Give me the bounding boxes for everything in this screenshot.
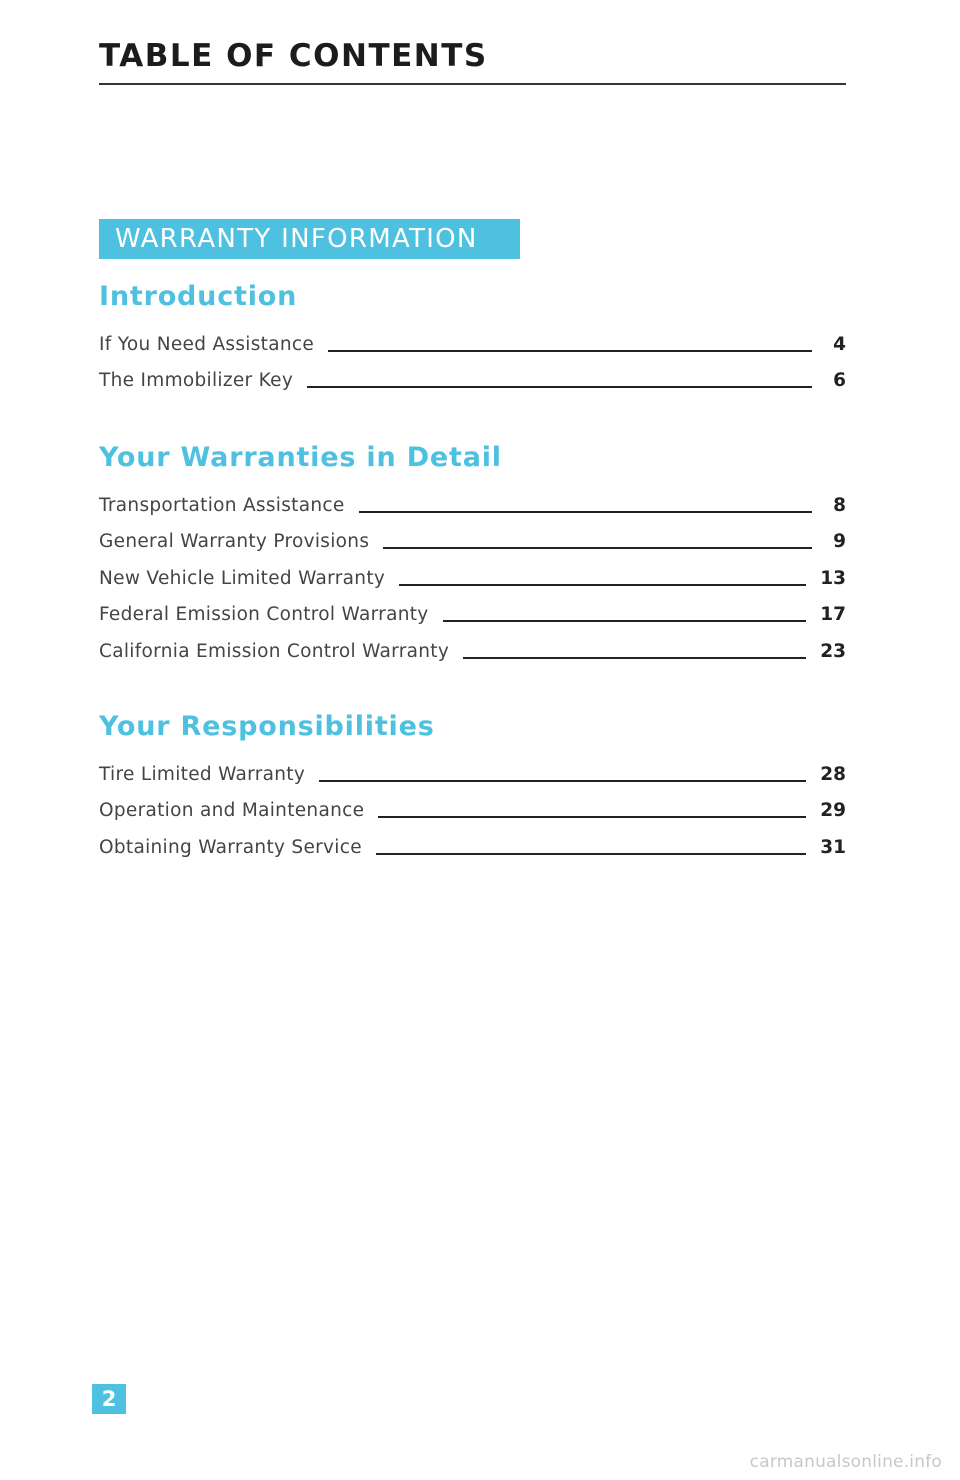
leader-line <box>383 547 812 549</box>
toc-entry[interactable] <box>99 749 846 786</box>
toc-entry-label: Federal Emission Control Warranty <box>99 604 429 625</box>
toc-entry-page: 17 <box>820 604 846 625</box>
section-banner: WARRANTY INFORMATION <box>99 219 520 259</box>
toc-entry-label: Tire Limited Warranty <box>99 763 306 785</box>
toc-entry[interactable] <box>99 822 846 859</box>
page-title: TABLE OF CONTENTS <box>99 38 488 74</box>
toc-section-warranties <box>99 440 846 663</box>
leader-line <box>463 657 806 659</box>
toc-entry-label: Operation and Maintenance <box>99 800 365 821</box>
leader-line <box>319 780 806 782</box>
section-heading: Your Responsibilities <box>99 711 435 742</box>
toc-list <box>99 319 846 392</box>
toc-entry-page: 13 <box>820 567 846 589</box>
title-divider <box>99 83 846 85</box>
section-heading: Introduction <box>99 281 298 312</box>
toc-entry-label: California Emission Control Warranty <box>99 640 450 662</box>
toc-entry-page: 6 <box>833 370 846 391</box>
toc-entry-page: 23 <box>820 640 846 662</box>
page-number-badge: 2 <box>92 1384 126 1414</box>
toc-entry-page: 8 <box>833 494 846 516</box>
leader-line <box>359 511 812 513</box>
toc-entry-label: Transportation Assistance <box>99 494 345 516</box>
toc-section-introduction <box>99 279 846 392</box>
toc-entry[interactable] <box>99 480 846 517</box>
watermark: carmanualsonline.info <box>749 1452 942 1472</box>
toc-entry[interactable] <box>99 517 846 554</box>
leader-line <box>443 620 807 622</box>
toc-entry[interactable] <box>99 590 846 627</box>
toc-entry-label: Obtaining Warranty Service <box>99 836 362 858</box>
toc-entry[interactable] <box>99 553 846 590</box>
toc-entry-page: 9 <box>833 531 846 552</box>
toc-entry-label: The Immobilizer Key <box>99 370 294 391</box>
toc-entry[interactable] <box>99 786 846 823</box>
toc-entry-label: If You Need Assistance <box>99 333 315 355</box>
toc-entry-label: General Warranty Provisions <box>99 531 370 552</box>
toc-entry[interactable] <box>99 356 846 393</box>
toc-list <box>99 480 846 663</box>
toc-list <box>99 749 846 859</box>
toc-entry[interactable] <box>99 626 846 663</box>
leader-line <box>378 816 806 818</box>
leader-line <box>328 350 812 352</box>
toc-entry-page: 29 <box>820 800 846 821</box>
toc-entry-page: 28 <box>820 763 846 785</box>
leader-line <box>376 853 806 855</box>
toc-entry-page: 31 <box>820 836 846 858</box>
toc-section-responsibilities <box>99 709 846 859</box>
section-heading: Your Warranties in Detail <box>99 442 502 473</box>
toc-entry-page: 4 <box>833 333 846 355</box>
leader-line <box>307 386 812 388</box>
toc-entry[interactable] <box>99 319 846 356</box>
toc-entry-label: New Vehicle Limited Warranty <box>99 567 386 589</box>
leader-line <box>399 584 806 586</box>
